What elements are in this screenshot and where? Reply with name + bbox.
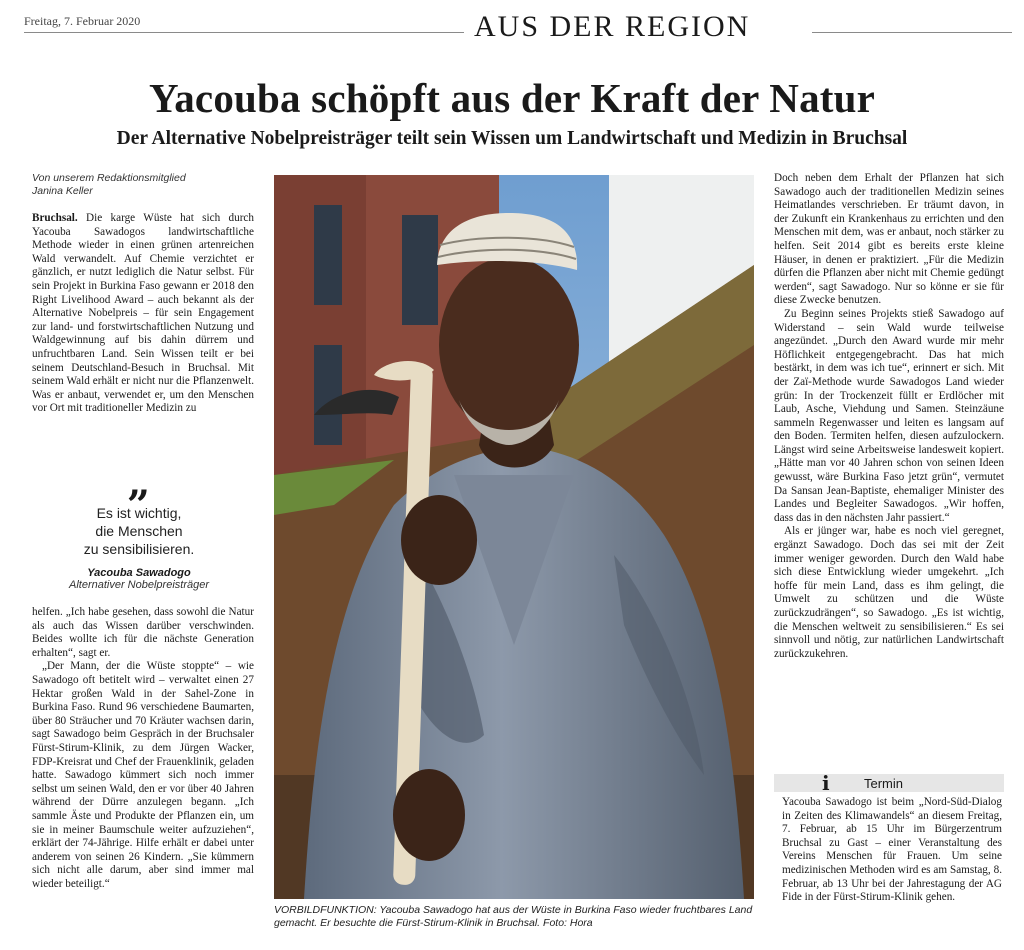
quote-line: die Menschen (95, 523, 183, 539)
quote-mark-icon: „ (127, 459, 151, 506)
lead-paragraph (32, 212, 254, 416)
termin-label: Termin (864, 776, 904, 791)
lower-hand (393, 769, 465, 861)
issue-date: Freitag, 7. Februar 2020 (24, 14, 141, 28)
pull-quote (24, 459, 254, 591)
photo-credit: Foto: Hora (543, 917, 593, 929)
article-headline: Yacouba schöpft aus der Kraft der Natur (148, 75, 876, 121)
section-title: AUS DER REGION (474, 10, 751, 43)
termin-box (782, 796, 1002, 936)
window (314, 205, 342, 305)
caption-text: VORBILDFUNKTION: Yacouba Sawadogo hat aus der Wüste in Burkina Faso wieder fruchtbares Land gemacht. Er besuchte die Fürst-Stirum-Klinik in Bruchsal. (274, 904, 753, 929)
header-rule-left (24, 32, 464, 33)
article-subheadline: Der Alternative Nobelpreisträger teilt sein Wissen um Landwirtschaft und Medizin in Bruchsal (116, 128, 908, 149)
byline-intro: Von unserem Redaktionsmitglied (32, 172, 186, 184)
quote-author-role: Alternativer Nobelpreisträger (68, 579, 209, 591)
article-left-column-continued (32, 606, 254, 936)
byline (32, 172, 260, 198)
face (439, 257, 579, 433)
portrait-illustration (274, 175, 754, 899)
article-paragraph: „Der Mann, der die Wüste stoppte“ – wie Sawadogo oft betitelt wird – verwaltet einen 27 Hektar großen Wald in der Sahel-Zone in Burkina Faso. Rund 96 verschiedene Baumarten, über 80 Sträucher und 70 Kräuter wachsen darin, sagt Sawadogo beim Gespräch in der Bruchsaler Fürst-Stirum-Klinik, zu dem Jürgen Wacker, FDP-Kreisrat und Chef der Frauenklinik, geladen hatte. Sawadogo kümmert sich noch immer selbst um seinen Wald, den er vor über 40 Jahren während der Dürre anzulegen begann. „Ich sammle Äste und Produkte der Pflanzen ein, um sie in meiner Baumschule weiter aufzuziehen“, erklärt der 74-Jährige. Hilfe erhält er dabei unter anderem von seinen 26 Kindern. „Sie kümmern sich nicht alle darum, aber sind immer mal wieder beteiligt.“ (32, 660, 254, 890)
article-paragraph: Zu Beginn seines Projekts stieß Sawadogo auf Widerstand – sein Wald wurde teilweise angezündet. „Durch den Award wurde mir mehr Höflichkeit entgegengebracht. Das hat mich bestärkt, in dem was ich tue“, erinnert er sich. Mit der Zaï-Methode wurde Sawadogos Land wieder grün: In der Trockenzeit füllt er Erdlöcher mit Laub, Asche, Viehdung und Samen. Steinzäune sammeln Regenwasser und leiten es langsam auf den Boden. Termiten helfen, diesen aufzulockern. Längst wird seine Arbeitsweise landesweit kopiert. „Hätte man vor 40 Jahren schon von seinen Ideen gewusst, wäre Burkina Faso jetzt grün“, vermutet Da Sansan Jean-Baptiste, ehemaliger Minister des Landes und Begleiter Sawadogos. „Wir hoffen, dass das in den nächsten Jahr passiert.“ (774, 307, 1004, 524)
info-icon: i (822, 771, 830, 795)
upper-hand (401, 495, 477, 585)
article-right-column (774, 172, 1004, 768)
article-photo (274, 175, 754, 899)
dateline-place: Bruchsal. (32, 212, 78, 224)
quote-author: Yacouba Sawadogo (87, 567, 191, 579)
photo-caption (274, 904, 758, 930)
quote-line: zu sensibilisieren. (83, 541, 195, 557)
termin-box-header (774, 771, 1004, 795)
article-paragraph: Als er jünger war, habe es noch viel geregnet, ergänzt Sawadogo. Doch das sei mit der Zeit immer weniger geworden. Durch den Wald habe sich diese Entwicklung wieder umgekehrt. „Ich hoffe für mein Land, dass es ihm gelingt, die Umwelt zu schützen und die Wüste zurückzudrängen“, so Sawadogo. „Es ist wichtig, die Menschen weltweit zu sensibilisieren.“ Es sei sinnvoll und nötig, zur natürlichen Landwirtschaft zurückzukehren. (774, 525, 1004, 660)
quote-text (24, 504, 254, 558)
window (314, 345, 342, 445)
header-rule-right (812, 32, 1012, 33)
lead-text: Die karge Wüste hat sich durch Yacouba Sawadogos landwirtschaftliche Methode wieder in einen grünen artenreichen Wald verwandelt. Auf Chemie verzichtet er gänzlich, er nutzt lediglich die Natur selbst. Für sein Projekt in Burkina Faso gewann er 2018 den Right Livelihood Award – auch bekannt als der Alternative Nobelpreis – für sein Engagement zur land- und forstwirtschaftlichen Nutzung und Waldgewinnung auf bis dahin dürrem und unfruchtbaren Land. Sein Wissen teilt er bei seinem Deutschland-Besuch in Bruchsal. Mit seinem Wald erhält er nicht nur die Pflanzenwelt. Was er anbaut, verwendet er, um den Menschen vor Ort mit traditioneller Medizin zu (32, 212, 254, 415)
article-paragraph: helfen. „Ich habe gesehen, dass sowohl die Natur als auch das Wissen darüber verschwinden. Beides wollte ich für die nächste Generation erhalten“, sagt er. (32, 606, 254, 659)
window (402, 215, 438, 325)
article-lead-column (32, 212, 254, 458)
article-paragraph: Doch neben dem Erhalt der Pflanzen hat sich Sawadogo auch der traditionellen Medizin seines Heimatlandes verschrieben. Er träumt davon, in der Zukunft ein Krankenhaus zu errichten und den Menschen mit dem, was er anbaut, noch stärker zu helfen. Seit 2014 gibt es bereits erste kleine Häuser, in denen er praktiziert. „Für die Medizin dürfen die Pflanzen aber nicht mit Chemie gedüngt werden“, sagt Sawadogo. Nur so könne er sie für diese Zwecke benutzen. (774, 172, 1004, 307)
termin-text: Yacouba Sawadogo ist beim „Nord-Süd-Dialog in Zeiten des Klimawandels“ an diesem Freitag, 7. Februar, ab 15 Uhr im Bürgerzentrum Bruchsal zu Gast – einer Veranstaltung des Vereins Menschen für Frauen. Um seine medizinischen Methoden wird es am Samstag, 8. Februar, ab 13 Uhr bei der Jahrestagung der AG Fide in der Fürst-Stirum-Klinik gehen. (782, 796, 1002, 904)
byline-author: Janina Keller (32, 185, 93, 197)
quote-line: Es ist wichtig, (96, 505, 182, 521)
